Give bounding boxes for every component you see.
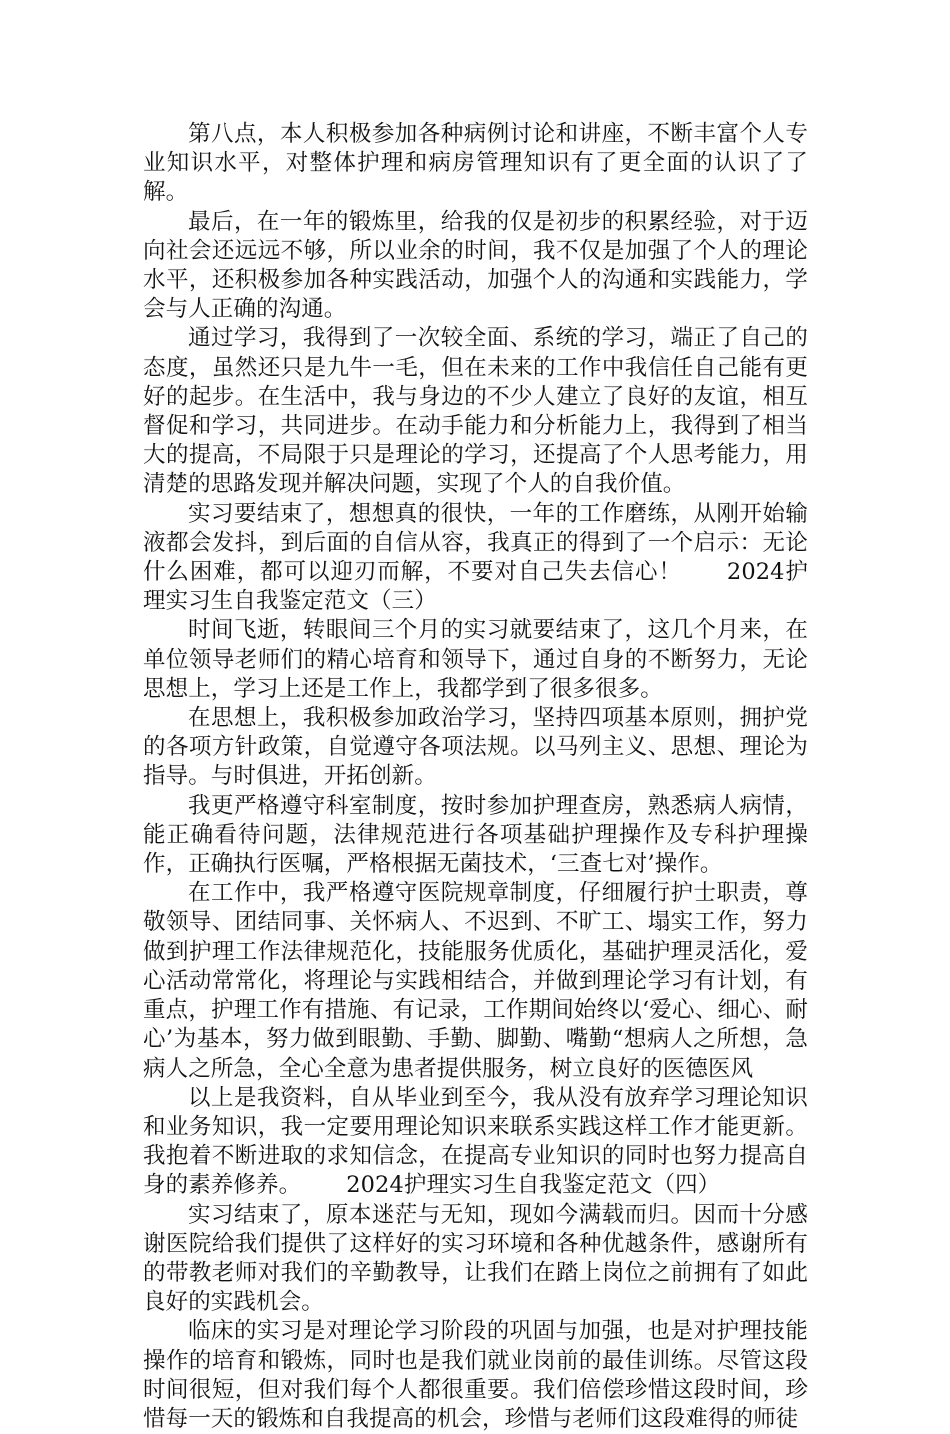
paragraph-6: 在思想上，我积极参加政治学习，坚持四项基本原则，拥护党的各项方针政策，自觉遵守各项法规。以马列主义、思想、理论为指导。与时俱进，开拓创新。 [143, 705, 808, 790]
paragraph-4 [143, 500, 808, 617]
section-heading-4: 2024护理实习生自我鉴定范文（四） [346, 1172, 721, 1199]
paragraph-9 [143, 1084, 808, 1201]
paragraph-5: 时间飞逝，转眼间三个月的实习就要结束了，这几个月来，在单位领导老师们的精心培育和领导下，通过自身的不断努力，无论思想上，学习上还是工作上，我都学到了很多很多。 [143, 617, 808, 702]
paragraph-4-text: 实习要结束了，想想真的很快，一年的工作磨练，从刚开始输液都会发抖，到后面的自信从容，我真正的得到了一个启示：无论什么困难，都可以迎刃而解，不要对自己失去信心！ [143, 500, 808, 586]
paragraph-7: 我更严格遵守科室制度，按时参加护理查房，熟悉病人病情，能正确看待问题，法律规范进行各项基础护理操作及专科护理操作，正确执行医嘱，严格根据无菌技术，‘三查七对’操作。 [143, 792, 808, 878]
paragraph-9-text: 以上是我资料，自从毕业到至今，我从没有放弃学习理论知识和业务知识，我一定要用理论知识来联系实践这样工作才能更新。我抱着不断进取的求知信念，在提高专业知识的同时也努力提高自身的素养修养。 [143, 1084, 808, 1199]
paragraph-10: 实习结束了，原本迷茫与无知，现如今满载而归。因而十分感谢医院给我们提供了这样好的实习环境和各种优越条件，感谢所有的带教老师对我们的辛勤教导，让我们在踏上岗位之前拥有了如此良好的实践机会。 [143, 1201, 808, 1316]
paragraph-11: 临床的实习是对理论学习阶段的巩固与加强，也是对护理技能操作的培育和锻炼，同时也是我们就业岗前的最佳训练。尽管这段时间很短，但对我们每个人都很重要。我们倍偿珍惜这段时间，珍惜每一天的锻炼和自我提高的机会，珍惜与老师们这段难得的师徒 [143, 1318, 808, 1432]
document-body [143, 120, 808, 1434]
paragraph-1: 第八点，本人积极参加各种病例讨论和讲座，不断丰富个人专业知识水平，对整体护理和病房管理知识有了更全面的认识了了解。 [143, 121, 808, 206]
paragraph-3: 通过学习，我得到了一次较全面、系统的学习，端正了自己的态度，虽然还只是九牛一毛，但在未来的工作中我信任自己能有更好的起步。在生活中，我与身边的不少人建立了良好的友谊，相互督促和学习，共同进步。在动手能力和分析能力上，我得到了相当大的提高，不局限于只是理论的学习，还提高了个人思考能力，用清楚的思路发现并解决问题，实现了个人的自我价值。 [143, 325, 808, 498]
paragraph-8: 在工作中，我严格遵守医院规章制度，仔细履行护士职责，尊敬领导、团结同事、关怀病人、不迟到、不旷工、塌实工作，努力做到护理工作法律规范化，技能服务优质化，基础护理灵活化，爱心活动常常化，将理论与实践相结合，并做到理论学习有计划，有重点，护理工作有措施、有记录，工作期间始终以‘爱心、细心、耐心’为基本，努力做到眼勤、手勤、脚勤、嘴勤“想病人之所想，急病人之所急，全心全意为患者提供服务，树立良好的医德医风 [143, 880, 808, 1082]
section-heading-3: 2024护理实习生自我鉴定范文（三） [143, 559, 808, 615]
paragraph-2: 最后，在一年的锻炼里，给我的仅是初步的积累经验，对于迈向社会还远远不够，所以业余的时间，我不仅是加强了个人的理论水平，还积极参加各种实践活动，加强个人的沟通和实践能力，学会与人正确的沟通。 [143, 208, 808, 323]
